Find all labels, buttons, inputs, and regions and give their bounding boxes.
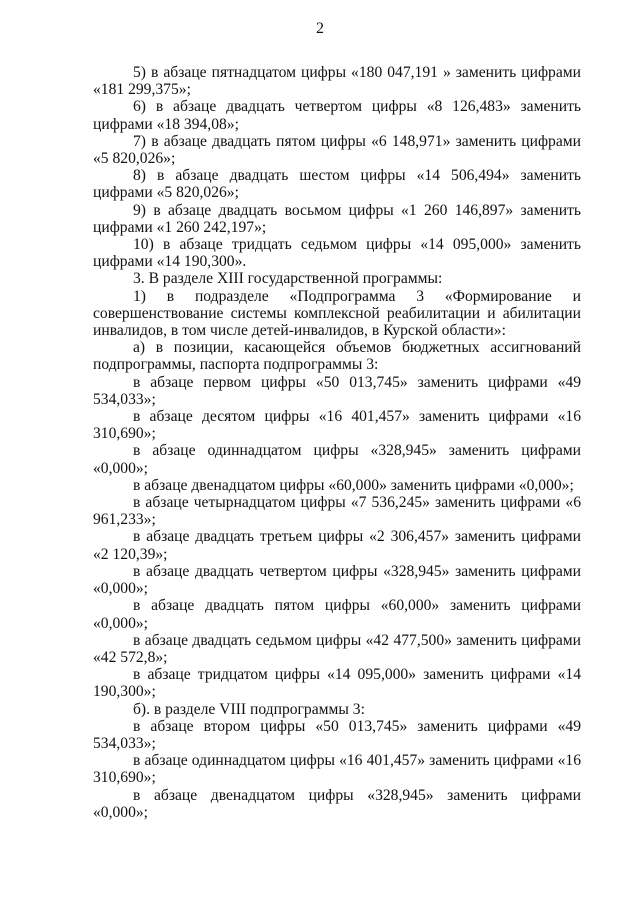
paragraph: в абзаце двенадцатом цифры «328,945» заменить цифрами «0,000»; [93, 786, 581, 821]
paragraph: 7) в абзаце двадцать пятом цифры «6 148,971» заменить цифрами «5 820,026»; [93, 132, 581, 168]
paragraph: 8) в абзаце двадцать шестом цифры «14 506,494» заменить цифрами «5 820,026»; [93, 167, 581, 202]
paragraph: а) в позиции, касающейся объемов бюджетных ассигнований подпрограммы, паспорта подпрограммы 3: [93, 339, 581, 374]
section-heading: 3. В разделе XIII государственной программы: [133, 270, 443, 288]
paragraph: 5) в абзаце пятнадцатом цифры «180 047,191 » заменить цифрами «181 299,375»; [93, 64, 581, 99]
paragraph: б). в разделе VIII подпрограммы 3: [133, 700, 365, 718]
document-body [93, 64, 581, 821]
paragraph: в абзаце первом цифры «50 013,745» заменить цифрами «49 534,033»; [93, 373, 581, 408]
paragraph: 9) в абзаце двадцать восьмом цифры «1 260 146,897» заменить цифрами «1 260 242,197»; [93, 201, 581, 236]
paragraph: в абзаце двадцать третьем цифры «2 306,457» заменить цифрами «2 120,39»; [93, 528, 581, 563]
paragraph: 10) в абзаце тридцать седьмом цифры «14 095,000» заменить цифрами «14 190,300». [93, 236, 581, 271]
paragraph: в абзаце одиннадцатом цифры «16 401,457» заменить цифрами «16 310,690»; [93, 752, 581, 787]
paragraph: в абзаце четырнадцатом цифры «7 536,245» заменить цифрами «6 961,233»; [93, 494, 581, 529]
paragraph: в абзаце десятом цифры «16 401,457» заменить цифрами «16 310,690»; [93, 408, 581, 443]
paragraph: в абзаце двадцать седьмом цифры «42 477,500» заменить цифрами «42 572,8»; [93, 631, 581, 666]
paragraph: в абзаце двадцать четвертом цифры «328,945» заменить цифрами «0,000»; [93, 562, 581, 598]
paragraph: 1) в подразделе «Подпрограмма 3 «Формирование и совершенствование системы комплексной реабилитации и абилитации инвалидов, в том числе детей-инвалидов, в Курской области»: [93, 287, 581, 340]
paragraph: 6) в абзаце двадцать четвертом цифры «8 126,483» заменить цифрами «18 394,08»; [93, 98, 581, 133]
paragraph: в абзаце втором цифры «50 013,745» заменить цифрами «49 534,033»; [93, 717, 581, 752]
page-number: 2 [316, 20, 324, 37]
paragraph: в абзаце двенадцатом цифры «60,000» заменить цифрами «0,000»; [133, 476, 574, 494]
paragraph: в абзаце одиннадцатом цифры «328,945» заменить цифрами «0,000»; [93, 442, 581, 477]
paragraph: в абзаце двадцать пятом цифры «60,000» заменить цифрами «0,000»; [93, 597, 581, 632]
paragraph: в абзаце тридцатом цифры «14 095,000» заменить цифрами «14 190,300»; [93, 666, 581, 701]
